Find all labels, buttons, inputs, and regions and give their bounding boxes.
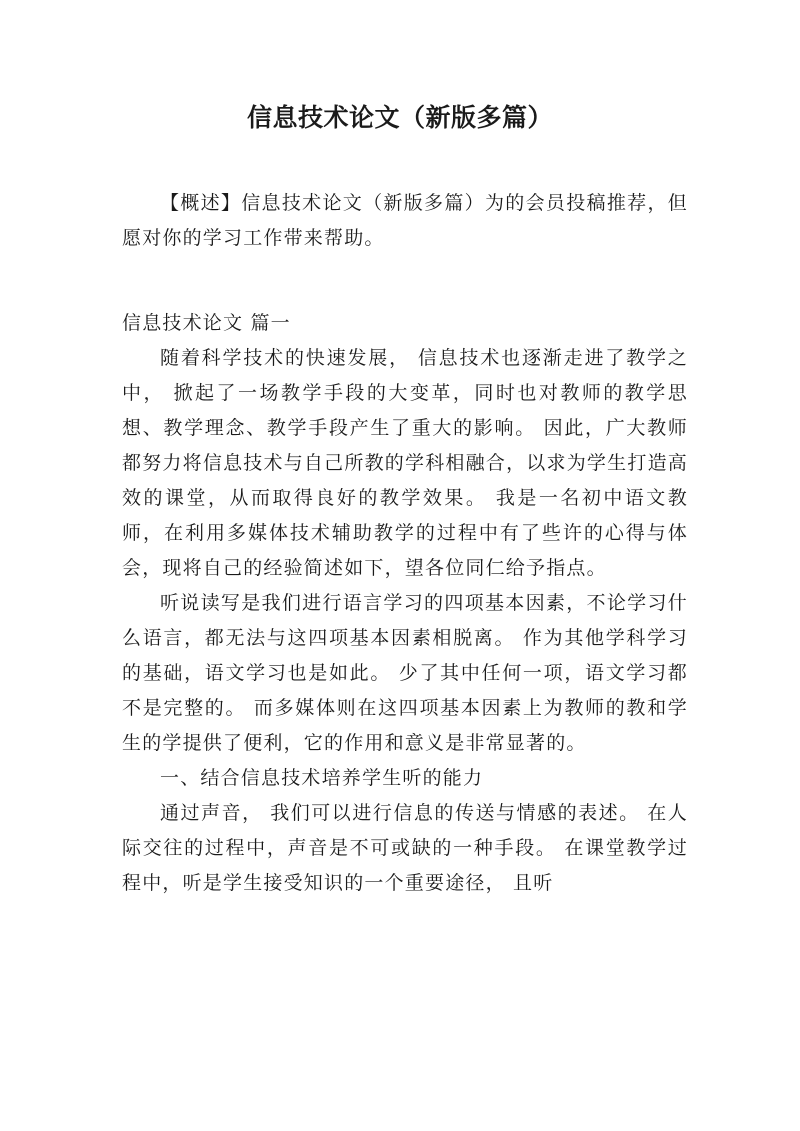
body-paragraph-2: 听说读写是我们进行语言学习的四项基本因素，不论学习什么语言，都无法与这四项基本因素相脱离。 作为其他学科学习的基础，语文学习也是如此。 少了其中任何一项，语文学习都不是完整的。 而多媒体则在这四项基本因素上为教师的教和学生的学提供了便利，它的作用和意义是非常显著的。: [122, 592, 688, 754]
spacer: [122, 256, 688, 306]
subheading: 一、结合信息技术培养学生听的能力: [160, 767, 484, 789]
body-paragraph-1: 随着科学技术的快速发展， 信息技术也逐渐走进了教学之中， 掀起了一场教学手段的大变革，同时也对教师的教学思想、教学理念、教学手段产生了重大的影响。 因此，广大教师都努力将信息技术与自己所教的学科相融合，以求为学生打造高效的课堂，从而取得良好的教学效果。 我是一名初中语文教师，在利用多媒体技术辅助教学的过程中有了些许的心得与体会，现将自己的经验简述如下，望各位同仁给予指点。: [122, 347, 688, 579]
document-title: 信息技术论文（新版多篇）: [246, 103, 553, 132]
body-paragraph-3: 通过声音， 我们可以进行信息的传送与情感的表述。 在人际交往的过程中，声音是不可或缺的一种手段。 在课堂教学过程中，听是学生接受知识的一个重要途径， 且听: [122, 802, 688, 894]
document-body: [122, 186, 688, 901]
summary-paragraph: 【概述】信息技术论文（新版多篇）为的会员投稿推荐，但愿对你的学习工作带来帮助。: [122, 192, 688, 249]
section-heading: 信息技术论文 篇一: [122, 312, 291, 334]
